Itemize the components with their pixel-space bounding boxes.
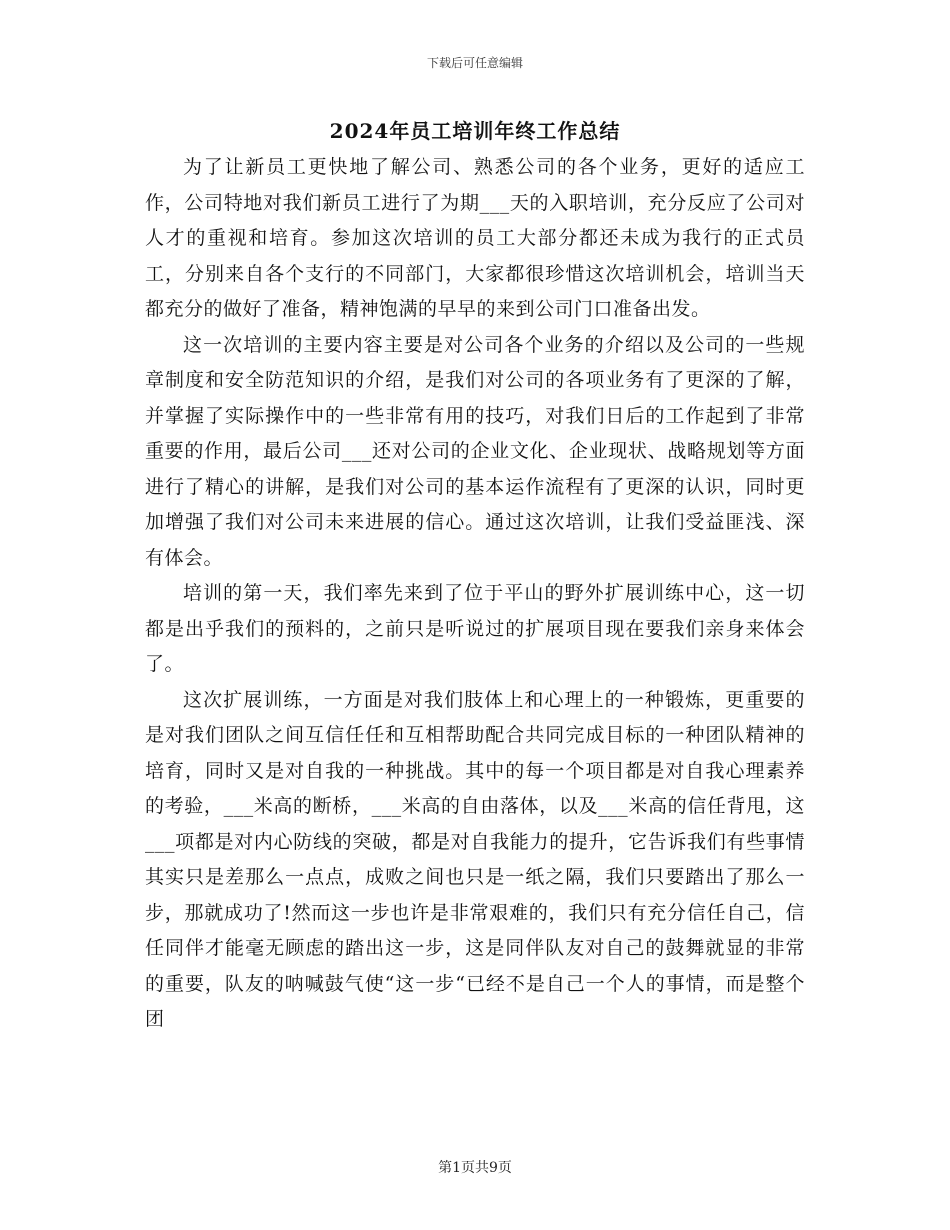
- page-number: 第1页共9页: [438, 1160, 512, 1176]
- paragraph-1: 为了让新员工更快地了解公司、熟悉公司的各个业务，更好的适应工作，公司特地对我们新员工进行了为期___天的入职培训，充分反应了公司对人才的重视和培育。参加这次培训的员工大部分都还未成为我行的正式员工，分别来自各个支行的不同部门，大家都很珍惜这次培训机会，培训当天都充分的做好了准备，精神饱满的早早的来到公司门口准备出发。: [145, 156, 805, 320]
- paragraph-3: 培训的第一天，我们率先来到了位于平山的野外扩展训练中心，这一切都是出乎我们的预料的，之前只是听说过的扩展项目现在要我们亲身来体会了。: [145, 582, 805, 675]
- document-body: [145, 150, 805, 1038]
- paragraph-2: 这一次培训的主要内容主要是对公司各个业务的介绍以及公司的一些规章制度和安全防范知识的介绍，是我们对公司的各项业务有了更深的了解，并掌握了实际操作中的一些非常有用的技巧，对我们日后的工作起到了非常重要的作用，最后公司___还对公司的企业文化、企业现状、战略规划等方面进行了精心的讲解，是我们对公司的基本运作流程有了更深的认识，同时更加增强了我们对公司未来进展的信心。通过这次培训，让我们受益匪浅、深有体会。: [145, 333, 805, 569]
- paragraph-4: 这次扩展训练，一方面是对我们肢体上和心理上的一种锻炼，更重要的是对我们团队之间互信任任和互相帮助配合共同完成目标的一种团队精神的培育，同时又是对自我的一种挑战。其中的每一个项目都是对自我心理素养的考验，___米高的断桥，___米高的自由落体，以及___米高的信任背甩，这___项都是对内心防线的突破，都是对自我能力的提升，它告诉我们有些事情其实只是差那么一点点，成败之间也只是一纸之隔，我们只要踏出了那么一步，那就成功了!然而这一步也许是非常艰难的，我们只有充分信任自己，信任同伴才能毫无顾虑的踏出这一步，这是同伴队友对自己的鼓舞就显的非常的重要，队友的呐喊鼓气使“这一步“已经不是自己一个人的事情，而是整个团: [145, 688, 805, 1030]
- document-title: 2024年员工培训年终工作总结: [329, 119, 621, 143]
- page-header-note: 下载后可任意编辑: [426, 56, 523, 70]
